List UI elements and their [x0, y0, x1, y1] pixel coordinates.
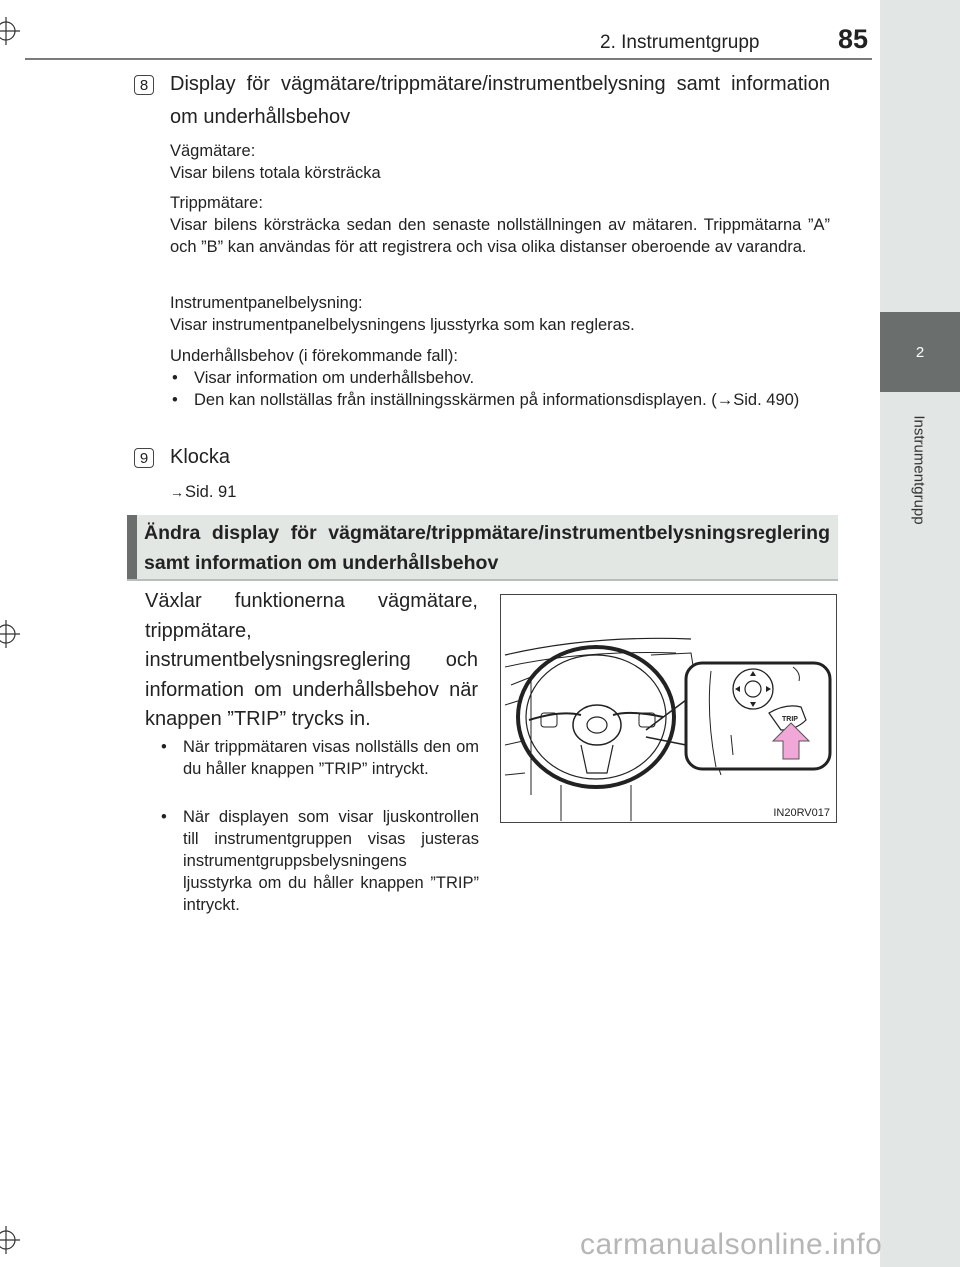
panel-text: Visar instrumentpanelbelysningens ljusstyrka som kan regleras.	[170, 316, 635, 334]
maintenance-heading: Underhållsbehov (i förekommande fall):	[170, 347, 458, 365]
bullet-dot: •	[161, 738, 167, 756]
section-bullet	[161, 806, 479, 916]
bullet-dot: •	[172, 391, 178, 409]
page-number: 85	[838, 24, 869, 54]
trip-button-label: TRIP	[782, 716, 798, 723]
item-8-title: Display för vägmätare/trippmätare/instrumentbelysning samt information om underhållsbehov	[170, 73, 830, 128]
maintenance-bullet-1-text: Visar information om underhållsbehov.	[194, 369, 475, 387]
clock-page-reference-text: Sid. 91	[185, 483, 237, 501]
maintenance-bullet-2-text: Den kan nollställas från inställningsskärmen på informationsdisplayen. (→Sid. 490)	[194, 391, 800, 409]
side-tab-label: Instrumentgrupp	[910, 415, 928, 525]
item-9-title: Klocka	[170, 446, 231, 468]
section-bullet	[161, 736, 479, 780]
header-rule	[25, 58, 872, 60]
clock-page-reference[interactable]	[170, 481, 236, 503]
steering-wheel-illustration	[500, 594, 837, 823]
side-tab-strip	[880, 0, 960, 1267]
trip-text: Visar bilens körsträcka sedan den senaste nollställningen av mätaren. Trippmätarna ”A” och ”B” kan användas för att registrera och visa olika distanser oberoende av varandra.	[170, 216, 830, 256]
item-number-badge: 9	[134, 448, 154, 468]
bullet-dot: •	[161, 808, 167, 826]
item-number-badge: 8	[134, 75, 154, 95]
registration-mark-top-left	[0, 17, 20, 45]
panel-heading: Instrumentpanelbelysning:	[170, 294, 363, 312]
section-title: Ändra display för vägmätare/trippmätare/instrumentbelysningsreglering samt information om underhållsbehov	[144, 522, 830, 574]
registration-mark-middle-left	[0, 620, 20, 648]
maintenance-bullet	[172, 389, 830, 411]
right-arrow-icon: →	[170, 484, 184, 500]
trip-heading: Trippmätare:	[170, 194, 263, 212]
section-header-accent	[127, 515, 137, 579]
side-tab-chapter-box	[880, 312, 960, 392]
chapter-title: 2. Instrumentgrupp	[600, 32, 760, 53]
section-header-underline	[127, 579, 838, 581]
bullet-dot: •	[172, 369, 178, 387]
odometer-heading: Vägmätare:	[170, 142, 256, 160]
registration-mark-bottom-left	[0, 1226, 20, 1254]
section-bullet-1-text: När trippmätaren visas nollställs den om du håller knappen ”TRIP” intryckt.	[183, 738, 479, 778]
odometer-text: Visar bilens totala körsträcka	[170, 164, 381, 182]
maintenance-bullet	[172, 367, 830, 389]
section-bullet-2-text: När displayen som visar ljuskontrollen till instrumentgruppen visas justeras instrumentgruppsbelysningens ljusstyrka om du håller knappen ”TRIP” intryckt.	[183, 808, 479, 914]
watermark: carmanualsonline.info	[580, 1228, 883, 1261]
side-tab-number: 2	[915, 343, 925, 361]
illustration-code: IN20RV017	[773, 807, 830, 819]
section-body-text: Växlar funktionerna vägmätare, trippmätare, instrumentbelysningsreglering och information om underhållsbehov när knappen ”TRIP” trycks in.	[145, 590, 478, 730]
steering-wheel-drawing	[501, 595, 835, 821]
